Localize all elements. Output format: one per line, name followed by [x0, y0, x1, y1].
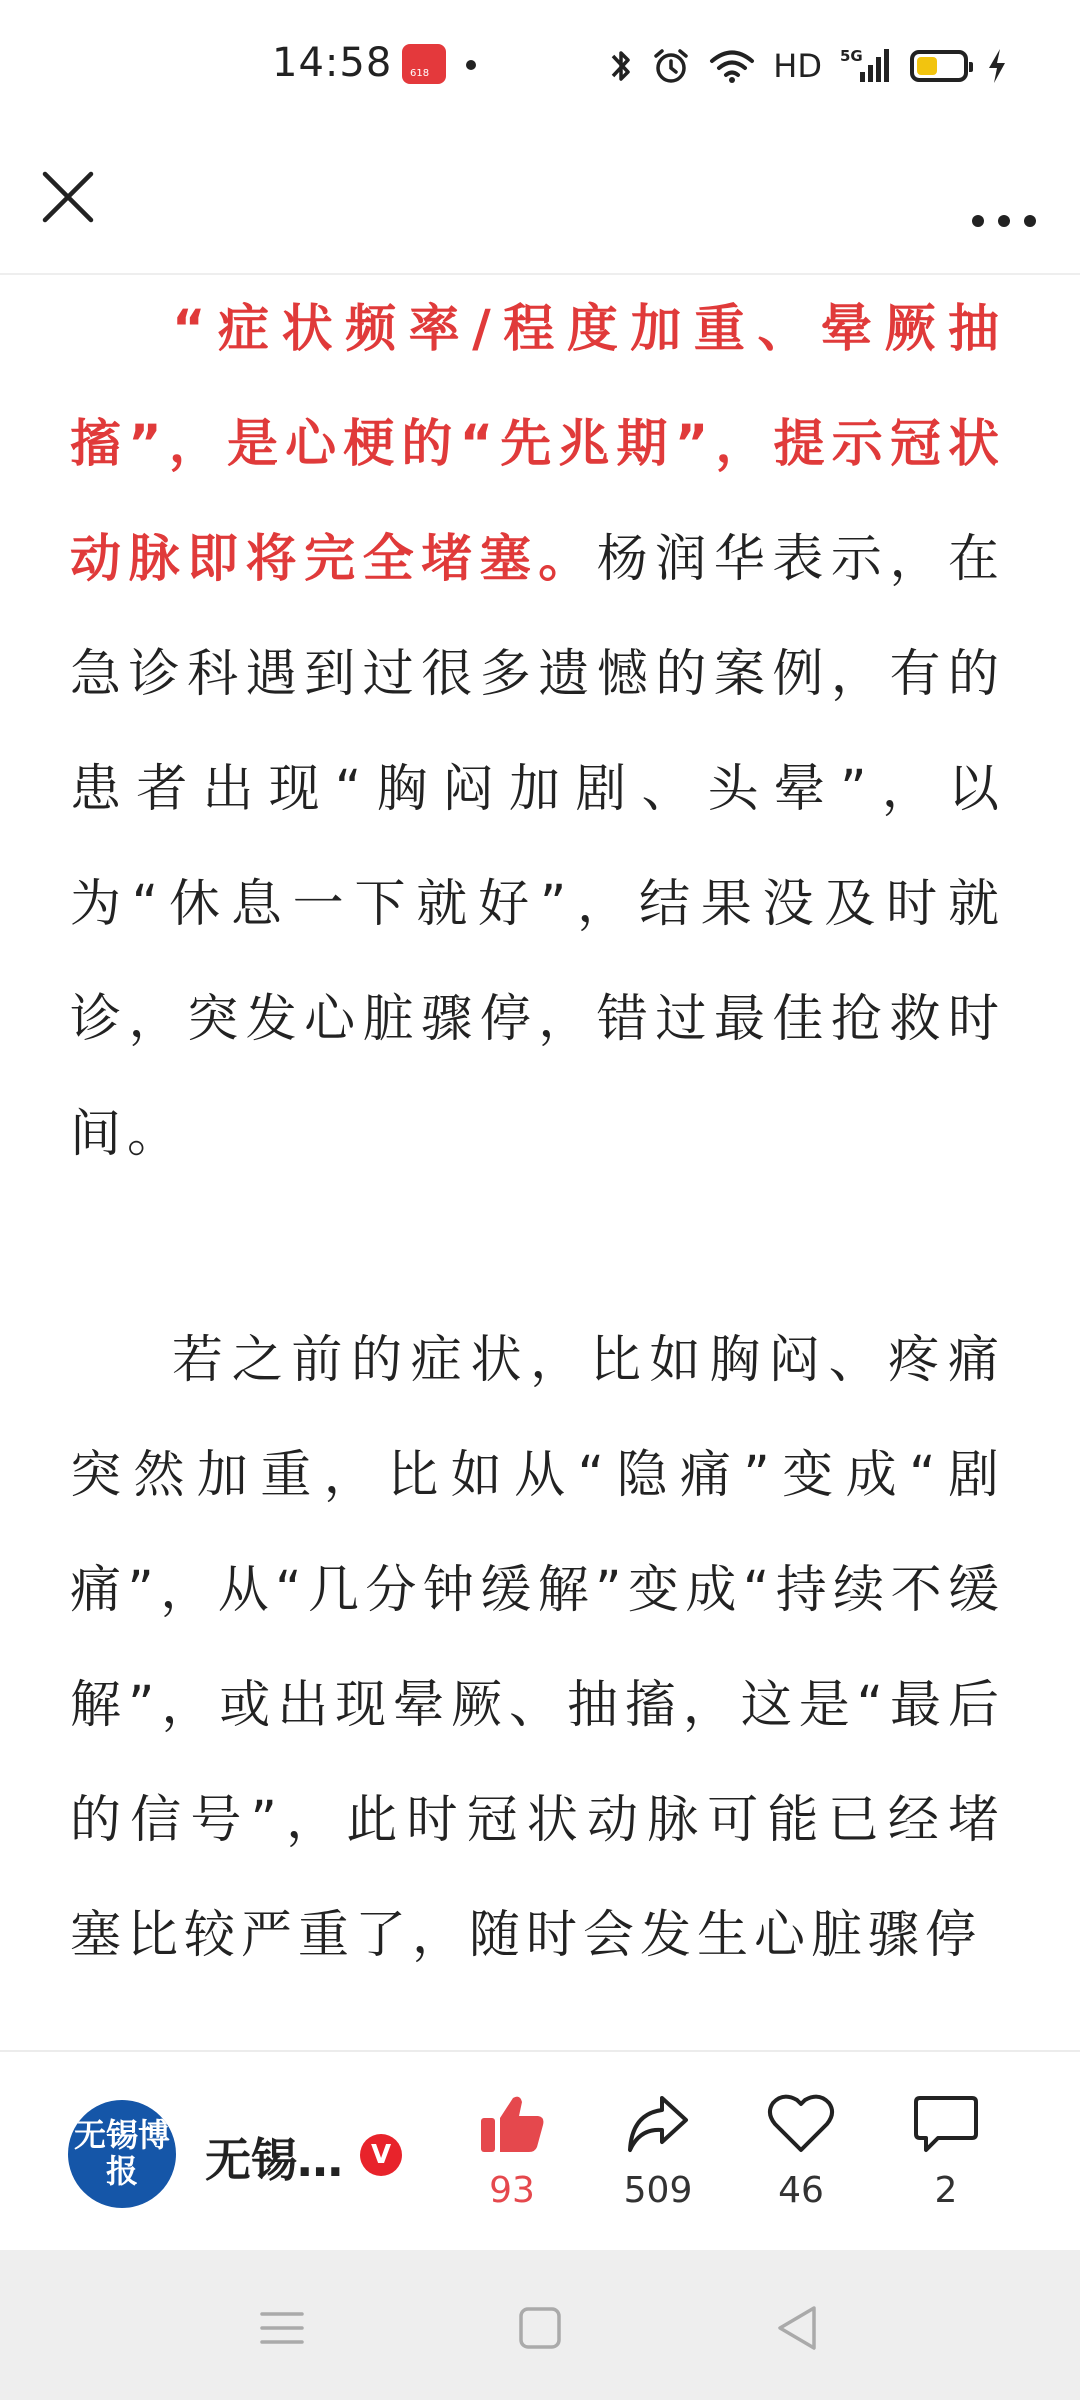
- status-icons: [609, 42, 1008, 90]
- network-type-label: HD: [773, 47, 822, 85]
- comment-button[interactable]: [891, 2092, 1001, 2222]
- highlighted-text: “症状频率/程度加重、晕厥抽搐”，是心梗的“先兆期”，提示冠状动脉即将完全堵塞。: [70, 300, 1005, 589]
- favorite-count: 46: [778, 2170, 824, 2211]
- bluetooth-icon: [609, 46, 633, 86]
- top-nav-bar: [0, 135, 1080, 275]
- charging-icon: [986, 46, 1008, 86]
- shopping-app-icon: [402, 44, 446, 84]
- menu-icon[interactable]: [252, 2298, 312, 2358]
- paragraph-text: 若之前的症状，比如胸闷、疼痛突然加重，比如从“隐痛”变成“剧痛”，从“几分钟缓解”变成“持续不缓解”，或出现晕厥、抽搐，这是“最后的信号”，此时冠状动脉可能已经堵塞比较严重了，随时会发生心脏骤停: [70, 1331, 1005, 1965]
- author-avatar[interactable]: 无锡博报: [68, 2100, 176, 2208]
- article-paragraph: [70, 1303, 1005, 1993]
- status-bar: [0, 0, 1080, 135]
- heart-icon: [767, 2092, 835, 2156]
- verified-badge: V: [360, 2134, 402, 2176]
- article-paragraph: [70, 276, 1005, 1192]
- like-button[interactable]: [457, 2092, 567, 2222]
- notification-dot: [466, 60, 476, 70]
- author-name[interactable]: 无锡…: [205, 2133, 343, 2187]
- wifi-icon: [709, 46, 755, 86]
- signal-icon: [840, 46, 892, 86]
- article-body: [0, 276, 1080, 2050]
- status-time: 14:58: [272, 40, 393, 86]
- alarm-icon: [651, 46, 691, 86]
- share-icon: [624, 2092, 692, 2156]
- share-count: 509: [623, 2170, 693, 2211]
- battery-icon: [910, 50, 968, 82]
- comment-count: 2: [934, 2170, 958, 2211]
- favorite-button[interactable]: [746, 2092, 856, 2222]
- battery-fill: [917, 57, 937, 75]
- back-icon[interactable]: [768, 2298, 828, 2358]
- thumbs-up-icon: [478, 2092, 546, 2156]
- share-button[interactable]: [603, 2092, 713, 2222]
- like-count: 93: [489, 2170, 535, 2211]
- system-nav-bar: [0, 2250, 1080, 2400]
- bottom-action-bar: [0, 2050, 1080, 2250]
- more-icon[interactable]: [964, 165, 1044, 229]
- signal-label: 5G: [840, 47, 863, 65]
- paragraph-text: 杨润华表示，在急诊科遇到过很多遗憾的案例，有的患者出现“胸闷加剧、头晕”，以为“休息一下就好”，结果没及时就诊，突发心脏骤停，错过最佳抢救时间。: [70, 530, 1005, 1164]
- home-icon[interactable]: [510, 2298, 570, 2358]
- comment-icon: [912, 2092, 980, 2156]
- close-icon[interactable]: [36, 165, 100, 229]
